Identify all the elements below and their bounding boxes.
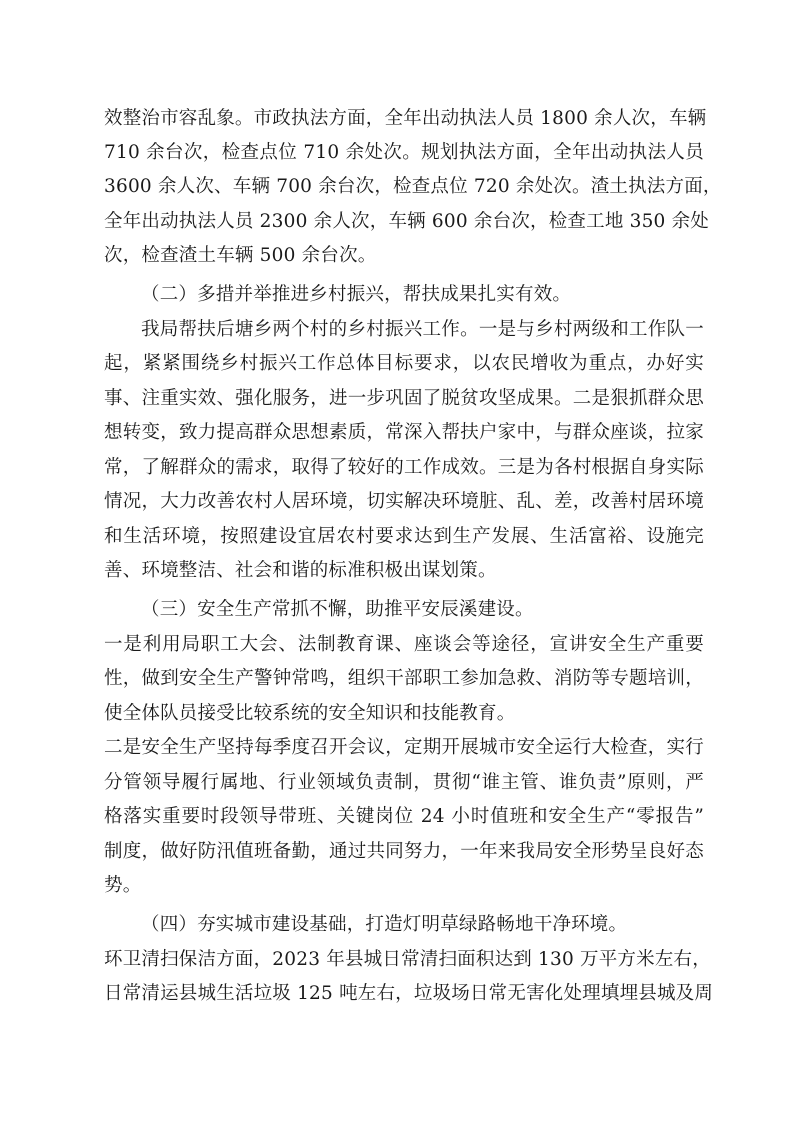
- body-text-line: 环卫清扫保洁方面，2023 年县城日常清扫面积达到 130 万平方米左右，: [104, 949, 711, 970]
- body-text-line: 起，紧紧围绕乡村振兴工作总体目标要求，以农民增收为重点，办好实: [104, 353, 704, 374]
- section-heading: （二）多措并举推进乡村振兴，帮扶成果扎实有效。: [141, 284, 572, 305]
- body-text-line: 710 余台次，检查点位 710 余处次。规划执法方面，全年出动执法人员: [104, 142, 704, 163]
- body-text-line: 事、注重实效、强化服务，进一步巩固了脱贫攻坚成果。二是狠抓群众思: [104, 388, 704, 409]
- body-text-line: 情况，大力改善农村人居环境，切实解决环境脏、乱、差，改善村居环境: [104, 491, 704, 512]
- body-text-line: 分管领导履行属地、行业领域负责制，贯彻“谁主管、谁负责”原则，严: [104, 772, 704, 793]
- body-text-line: 势。: [104, 875, 142, 896]
- body-text-line: 格落实重要时段领导带班、关键岗位 24 小时值班和安全生产“零报告”: [104, 806, 704, 827]
- body-text-line: 一是利用局职工大会、法制教育课、座谈会等途径，宣讲安全生产重要: [104, 634, 704, 655]
- body-text-line: 二是安全生产坚持每季度召开会议，定期开展城市安全运行大检查，实行: [104, 737, 704, 758]
- body-text-line: 效整治市容乱象。市政执法方面，全年出动执法人员 1800 余人次，车辆: [104, 108, 707, 129]
- body-text-line: 次，检查渣土车辆 500 余台次。: [104, 245, 377, 266]
- body-text-line: 全年出动执法人员 2300 余人次，车辆 600 余台次，检查工地 350 余处: [104, 211, 709, 232]
- body-text-line: 3600 余人次、车辆 700 余台次，检查点位 720 余处次。渣土执法方面，: [104, 176, 722, 197]
- section-heading: （三）安全生产常抓不懈，助推平安辰溪建设。: [141, 599, 534, 620]
- body-text-line: 想转变，致力提高群众思想素质，常深入帮扶户家中，与群众座谈，拉家: [104, 422, 704, 443]
- paragraph-first-line: 我局帮扶后塘乡两个村的乡村振兴工作。一是与乡村两级和工作队一: [141, 319, 704, 340]
- body-text-line: 性，做到安全生产警钟常鸣，组织干部职工参加急救、消防等专题培训，: [104, 668, 704, 689]
- body-text-line: 常，了解群众的需求，取得了较好的工作成效。三是为各村根据自身实际: [104, 457, 704, 478]
- body-text-line: 制度，做好防汛值班备勤，通过共同努力，一年来我局安全形势呈良好态: [104, 841, 704, 862]
- body-text-line: 使全体队员接受比较系统的安全知识和技能教育。: [104, 703, 516, 724]
- body-text-line: 善、环境整洁、社会和谐的标准积极出谋划策。: [104, 560, 497, 581]
- body-text-line: 和生活环境，按照建设宜居农村要求达到生产发展、生活富裕、设施完: [104, 526, 704, 547]
- body-text-line: 日常清运县城生活垃圾 125 吨左右，垃圾场日常无害化处理填埋县城及周: [104, 983, 714, 1004]
- section-heading: （四）夯实城市建设基础，打造灯明草绿路畅地干净环境。: [141, 914, 628, 935]
